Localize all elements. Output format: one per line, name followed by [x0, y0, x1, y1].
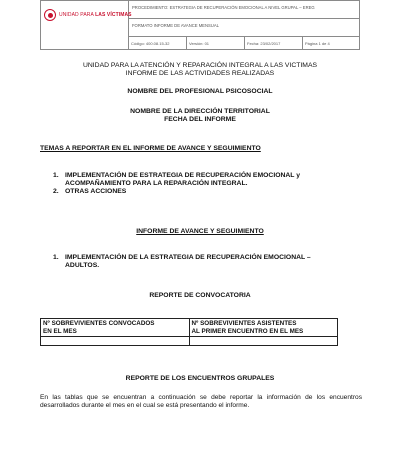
- table-cell[interactable]: [189, 337, 338, 346]
- logo-prefix: UNIDAD PARA: [59, 12, 94, 18]
- doc-date: Fecha: 23/02/2017: [245, 37, 303, 50]
- format-row: FORMATO INFORME DE AVANCE MENSUAL: [129, 19, 360, 37]
- direction-name: NOMBRE DE LA DIRECCIÓN TERRITORIAL: [130, 108, 270, 115]
- convocatoria-heading: REPORTE DE CONVOCATORIA: [149, 292, 251, 299]
- table-row: [41, 337, 338, 346]
- logo-cell: [41, 1, 132, 50]
- doc-version: Versión: 01: [187, 37, 245, 50]
- table-header-cell: Nº SOBREVIVIENTES CONVOCADOS EN EL MES: [41, 319, 190, 337]
- table-header-cell: Nº SOBREVIVIENTES ASISTENTES AL PRIMER ENCUENTRO EN EL MES: [189, 319, 338, 337]
- list-item: 2. OTRAS ACCIONES: [53, 188, 127, 195]
- unidad-victimas-logo: [44, 9, 132, 21]
- professional-name: NOMBRE DEL PROFESIONAL PSICOSOCIAL: [127, 88, 273, 95]
- doc-page: Página 1 de 4: [305, 41, 330, 46]
- table-header-row: [41, 319, 338, 337]
- meta-row: [129, 37, 360, 50]
- list-item: 1. IMPLEMENTACIÓN DE ESTRATEGIA DE RECUPERACIÓN EMOCIONAL y ACOMPAÑAMIENTO PARA LA REPARACIÓN INTEGRAL.: [53, 172, 301, 187]
- encuentros-paragraph: En las tablas que se encuentran a continuación se debe reportar la información de los encuentros desarrollados durante el mes en el cual se está presentando el informe.: [40, 394, 362, 409]
- title-line-2: INFORME DE LAS ACTIVIDADES REALIZADAS: [125, 70, 275, 77]
- report-date: FECHA DEL INFORME: [164, 116, 236, 123]
- seal-icon: [44, 9, 56, 21]
- topics-list: [53, 172, 353, 196]
- document-header: [40, 0, 360, 50]
- title-line-1: UNIDAD PARA LA ATENCIÓN Y REPARACIÓN INTEGRAL A LAS VICTIMAS: [82, 62, 318, 69]
- report-heading: INFORME DE AVANCE Y SEGUIMIENTO: [136, 228, 264, 235]
- encuentros-heading: REPORTE DE LOS ENCUENTROS GRUPALES: [125, 375, 275, 382]
- doc-code: Código: 400.08.15-32: [129, 37, 187, 50]
- topics-heading: TEMAS A REPORTAR EN EL INFORME DE AVANCE Y SEGUIMIENTO: [40, 145, 261, 152]
- table-cell[interactable]: [41, 337, 190, 346]
- report-list: [53, 254, 353, 270]
- list-item: 1. IMPLEMENTACIÓN DE LA ESTRATEGIA DE RECUPERACIÓN EMOCIONAL – ADULTOS.: [53, 254, 311, 269]
- logo-suffix: LAS VÍCTIMAS: [95, 12, 132, 18]
- procedure-row: PROCEDIMIENTO: ESTRATEGIA DE RECUPERACIÓN EMOCIONAL A NIVEL GRUPAL – EREG: [129, 1, 360, 19]
- convocatoria-table: [40, 318, 338, 346]
